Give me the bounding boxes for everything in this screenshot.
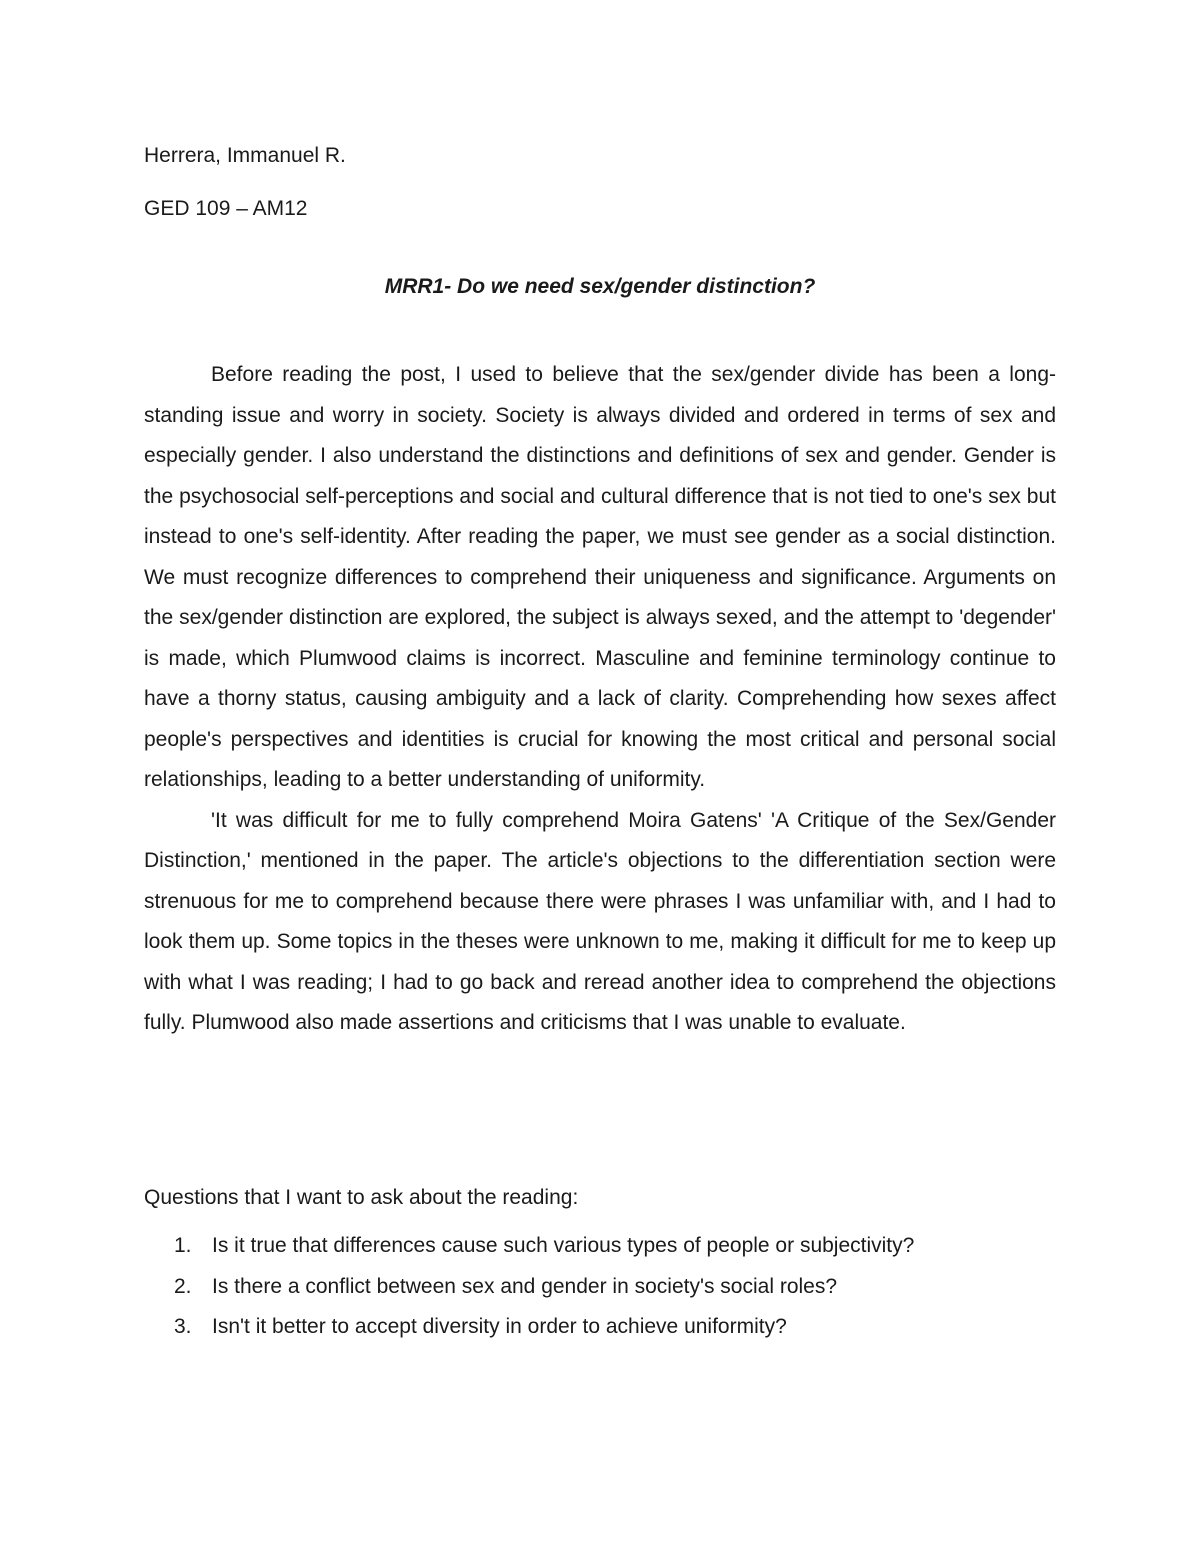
- question-number: 2.: [174, 1274, 192, 1298]
- question-text: Isn't it better to accept diversity in order to achieve uniformity?: [212, 1315, 787, 1338]
- question-number: 3.: [174, 1315, 192, 1338]
- questions-heading: Questions that I want to ask about the reading:: [144, 1186, 579, 1209]
- body-text: [144, 355, 1056, 1044]
- list-item: [144, 1267, 1056, 1308]
- question-text: Is there a conflict between sex and gender in society's social roles?: [212, 1274, 838, 1298]
- question-text: Is it true that differences cause such various types of people or subjectivity?: [212, 1234, 915, 1257]
- author-name: Herrera, Immanuel R.: [144, 144, 346, 167]
- paragraph-1: Before reading the post, I used to believe that the sex/gender divide has been a long-standing issue and worry in society. Society is always divided and ordered in terms of sex and especially gender. I also understand the distinctions and definitions of sex and gender. Gender is the psychosocial self-perceptions and social and cultural difference that is not tied to one's sex but instead to one's self-identity. After reading the paper, we must see gender as a social distinction. We must recognize differences to comprehend their uniqueness and significance. Arguments on the sex/gender distinction are explored, the subject is always sexed, and the attempt to 'degender' is made, which Plumwood claims is incorrect. Masculine and feminine terminology continue to have a thorny status, causing ambiguity and a lack of clarity. Comprehending how sexes affect people's perspectives and identities is crucial for knowing the most critical and personal social relationships, leading to a better understanding of uniformity.: [144, 363, 1056, 791]
- list-item: [144, 1307, 1056, 1348]
- document-title: MRR1- Do we need sex/gender distinction?: [384, 275, 816, 298]
- question-number: 1.: [174, 1234, 192, 1257]
- paragraph-2: 'It was difficult for me to fully comprehend Moira Gatens' 'A Critique of the Sex/Gender Distinction,' mentioned in the paper. The article's objections to the differentiation section were strenuous for me to comprehend because there were phrases I was unfamiliar with, and I had to look them up. Some topics in the theses were unknown to me, making it difficult for me to keep up with what I was reading; I had to go back and reread another idea to comprehend the objections fully. Plumwood also made assertions and criticisms that I was unable to evaluate.: [144, 808, 1056, 1034]
- course-code: GED 109 – AM12: [144, 197, 308, 220]
- question-list: [144, 1226, 1056, 1348]
- list-item: [144, 1226, 1056, 1267]
